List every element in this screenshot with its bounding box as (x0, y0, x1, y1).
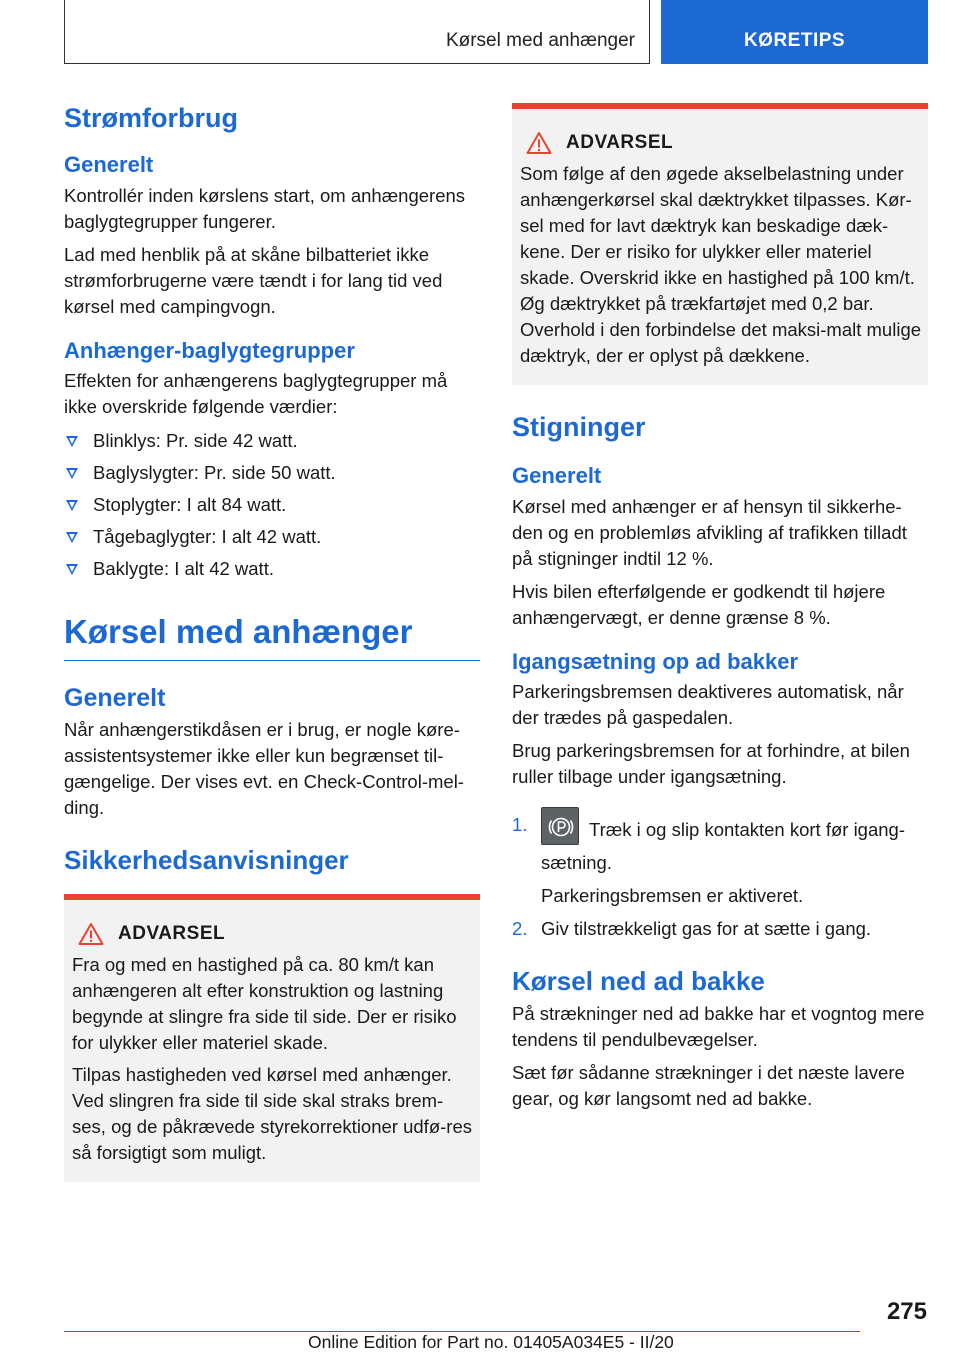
section-title-power: Strømforbrug (64, 103, 238, 133)
paragraph-downhill-1: På strækninger ned ad bakke har et vogntog mere tendens til pendulbevægelser. (512, 1003, 925, 1051)
list-item: Stoplygter: I alt 84 watt. (64, 492, 480, 518)
warning-title: ADVARSEL (118, 922, 226, 944)
paragraph-driving-general: Når anhængerstikdåsen er i brug, er nogle køre-assistentsystemer ikke eller kun begrænset til-gængelige. Der vises evt. en Check-Control-mel-ding. (64, 718, 464, 818)
subsection-title-slopes-general: Generelt (512, 463, 602, 489)
warning-header (72, 922, 474, 946)
subsection-title-uphill: Igangsætning op ad bakker (512, 648, 799, 674)
triangle-bullet-icon (66, 468, 78, 479)
paragraph-uphill-2: Brug parkeringsbremsen for at forhindre, at bilen ruller tilbage under igangsætning. (512, 740, 910, 788)
section-title-slopes: Stigninger (512, 412, 646, 442)
triangle-bullet-icon (66, 436, 78, 447)
list-item: Baglyslygter: Pr. side 50 watt. (64, 460, 480, 486)
list-item: Baklygte: I alt 42 watt. (64, 556, 480, 582)
step-number: 2. (512, 918, 528, 940)
uphill-steps-list (512, 812, 928, 942)
subsection-title-downhill: Kørsel ned ad bakke (512, 966, 765, 997)
warning-box-sway (64, 894, 480, 1182)
subsection-title-trailer-lights: Anhænger-baglygtegrupper (64, 337, 355, 363)
warning-header (520, 131, 922, 155)
list-item: Blinklys: Pr. side 42 watt. (64, 428, 480, 454)
step-number: 1. (512, 814, 528, 836)
triangle-bullet-icon (66, 532, 78, 543)
header-section-title: Kørsel med anhænger (445, 30, 635, 51)
page-header (64, 0, 928, 64)
paragraph-downhill-2: Sæt før sådanne strækninger i det næste lavere gear, og kør langsomt ned ad bakke. (512, 1062, 905, 1110)
right-column (512, 100, 928, 1112)
section-title-safety: Sikkerhedsanvisninger (64, 844, 349, 875)
header-section-box (64, 0, 650, 64)
header-chapter-tab[interactable]: KØRETIPS (661, 0, 928, 64)
triangle-bullet-icon (66, 500, 78, 511)
parking-brake-button-icon (541, 807, 579, 845)
triangle-bullet-icon (66, 564, 78, 575)
warning-paragraph-2: Tilpas hastigheden ved kørsel med anhænger. Ved slingren fra side til side skal straks brem-ses, og de påkrævede styrekorrektioner udfø-res så forsigtigt som muligt. (72, 1063, 472, 1163)
warning-triangle-icon (526, 131, 552, 155)
footer-edition: Online Edition for Part no. 01405A034E5 - II/20 (308, 1332, 674, 1352)
warning-paragraph: Som følge af den øgede akselbelastning under anhængerkørsel skal dæktrykket tilpasses. Kør-sel med for lavt dæktryk kan beskadige dæk-kene. Der er risiko for ulykker eller materiel skade. Overskrid ikke en hastighed på 100 km/t. Øg dæktrykket på trækfartøjet med 0,2 bar. Overhold i den forbindelse det maksi-malt mulige dæktryk, der er oplyst på dækkene. (520, 163, 922, 366)
warning-box-tire-pressure (512, 103, 928, 385)
list-item: Tågebaglygter: I alt 42 watt. (64, 524, 480, 550)
warning-title: ADVARSEL (566, 132, 674, 153)
paragraph-uphill-1: Parkeringsbremsen deaktiveres automatisk, når der trædes på gaspedalen. (512, 681, 904, 729)
paragraph-slopes-1: Kørsel med anhænger er af hensyn til sikkerhe-den og en problemløs afvikling af trafikken tilladt på stigninger indtil 12 %. (512, 495, 907, 569)
chapter-title: Kørsel med anhænger (64, 612, 480, 661)
paragraph-power-1: Kontrollér inden kørslens start, om anhængerens baglygtegrupper fungerer. (64, 184, 466, 232)
left-column (64, 100, 480, 1182)
warning-triangle-icon (78, 922, 104, 946)
list-item (512, 812, 928, 909)
step-text: Træk i og slip kontakten kort før igang-sætning. (541, 819, 905, 874)
trailer-lights-list (64, 428, 480, 582)
warning-paragraph-1: Fra og med en hastighed på ca. 80 km/t kan anhængeren alt efter konstruktion og lastning begynde at slingre fra side til side. Der er risiko for ulykker eller materiel skade. (72, 953, 457, 1053)
paragraph-power-2: Lad med henblik på at skåne bilbatteriet ikke strømforbrugerne være tændt i for lang tid ved kørsel med campingvogn. (64, 243, 443, 317)
page-number: 275 (886, 1298, 927, 1325)
step-result: Parkeringsbremsen er aktiveret. (541, 885, 804, 907)
step-text: Giv tilstrækkeligt gas for at sætte i gang. (541, 918, 872, 940)
list-item (512, 916, 928, 942)
paragraph-slopes-2: Hvis bilen efterfølgende er godkendt til højere anhængervægt, er denne grænse 8 %. (512, 580, 886, 628)
paragraph-trailer-lights: Effekten for anhængerens baglygtegrupper må ikke overskride følgende værdier: (64, 370, 448, 418)
subsection-title-driving-general: Generelt (64, 683, 166, 712)
subsection-title-power-general: Generelt (64, 152, 154, 178)
